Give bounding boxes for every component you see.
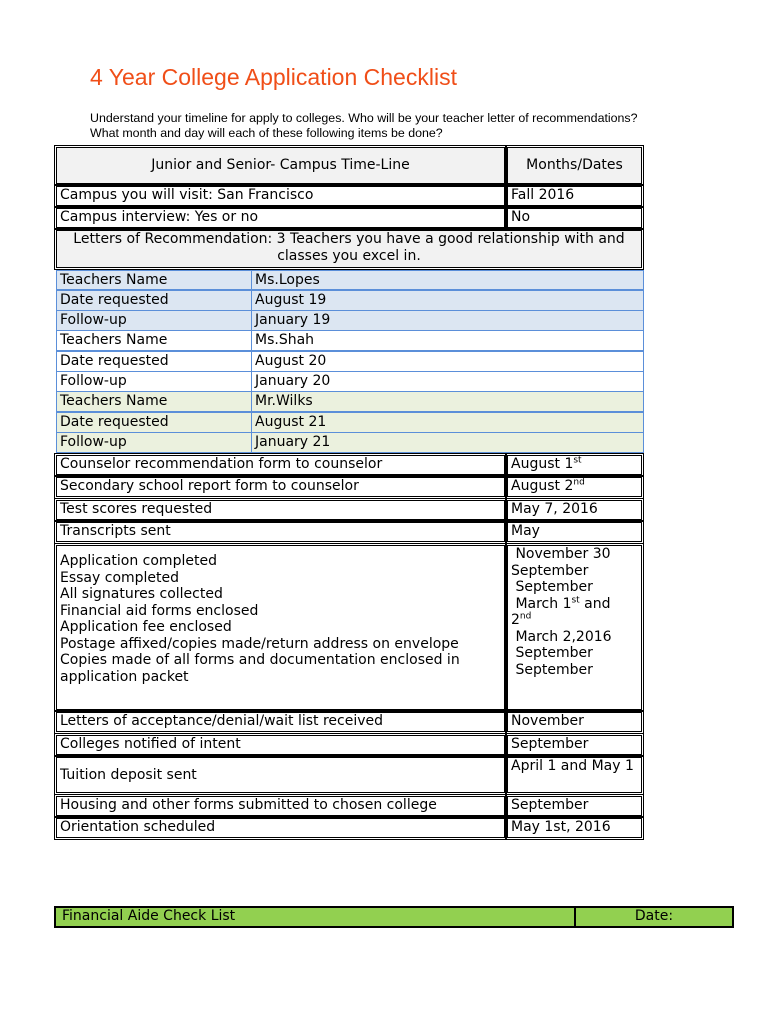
teacher-1-fu: January 19: [251, 310, 644, 331]
teacher-1-name-label: Teachers Name: [56, 270, 252, 290]
application-item: Postage affixed/copies made/return address on envelope: [60, 635, 459, 652]
header-timeline: Junior and Senior- Campus Time-Line: [56, 147, 505, 184]
campus-visit-value: Fall 2016: [507, 186, 642, 206]
counselor-value: August 1st: [507, 455, 642, 475]
teacher-2-fu-label: Follow-up: [56, 371, 252, 392]
financial-aide-label: Financial Aide Check List: [54, 906, 576, 928]
teacher-2-fu: January 20: [251, 371, 644, 392]
application-item: Financial aid forms enclosed: [60, 602, 259, 619]
application-item: All signatures collected: [60, 586, 223, 602]
tuition-label: Tuition deposit sent: [56, 757, 505, 793]
housing-label: Housing and other forms submitted to chosen college: [56, 796, 505, 816]
application-date: September: [511, 661, 593, 678]
application-item: Copies made of all forms and documentation enclosed in: [60, 652, 460, 668]
orientation-value: May 1st, 2016: [507, 818, 642, 838]
teacher-3-req: August 21: [251, 412, 644, 433]
notified-value: September: [507, 735, 642, 755]
acceptance-value: November: [507, 712, 642, 732]
application-date: March 2,2016: [511, 628, 612, 645]
application-date: September: [511, 579, 593, 595]
teacher-2-name-label: Teachers Name: [56, 330, 252, 351]
application-date: November 30: [511, 546, 611, 562]
application-date: September: [511, 562, 589, 579]
application-item: Application fee enclosed: [60, 619, 232, 635]
teacher-3-name-label: Teachers Name: [56, 391, 252, 412]
teacher-1-fu-label: Follow-up: [56, 310, 252, 331]
teacher-3-req-label: Date requested: [56, 412, 252, 433]
test-scores-label: Test scores requested: [56, 500, 505, 520]
secondary-label: Secondary school report form to counselor: [56, 477, 505, 497]
secondary-value: August 2nd: [507, 477, 642, 497]
application-dates: [507, 545, 642, 710]
orientation-label: Orientation scheduled: [56, 818, 505, 838]
teacher-1-req: August 19: [251, 290, 644, 311]
tuition-value: April 1 and May 1: [507, 757, 642, 793]
teacher-1-name: Ms.Lopes: [251, 270, 644, 290]
application-item: Application completed: [60, 553, 217, 569]
application-items: [56, 545, 505, 710]
financial-date-label: Date:: [574, 906, 734, 928]
intro-text: Understand your timeline for apply to colleges. Who will be your teacher letter of recommendations? What month and day will each of these following items be done?: [90, 111, 638, 140]
test-scores-value: May 7, 2016: [507, 500, 642, 520]
counselor-label: Counselor recommendation form to counselor: [56, 455, 505, 475]
teacher-1-req-label: Date requested: [56, 290, 252, 311]
notified-label: Colleges notified of intent: [56, 735, 505, 755]
letters-heading: Letters of Recommendation: 3 Teachers you have a good relationship with and classes you excel in.: [56, 230, 642, 268]
campus-visit-label: Campus you will visit: San Francisco: [56, 186, 505, 206]
transcripts-label: Transcripts sent: [56, 522, 505, 542]
application-item: application packet: [60, 668, 189, 685]
application-date: 2nd: [511, 611, 532, 628]
housing-value: September: [507, 796, 642, 816]
application-date: September: [511, 645, 593, 661]
teacher-3-fu-label: Follow-up: [56, 432, 252, 453]
application-date: March 1st and: [511, 594, 611, 612]
campus-interview-label: Campus interview: Yes or no: [56, 208, 505, 228]
application-item: Essay completed: [60, 569, 180, 586]
acceptance-label: Letters of acceptance/denial/wait list received: [56, 712, 505, 732]
teacher-2-req-label: Date requested: [56, 351, 252, 372]
teacher-3-fu: January 21: [251, 432, 644, 453]
teacher-3-name: Mr.Wilks: [251, 391, 644, 412]
teacher-2-req: August 20: [251, 351, 644, 372]
header-dates: Months/Dates: [507, 147, 642, 184]
teacher-2-name: Ms.Shah: [251, 330, 644, 351]
page-title: 4 Year College Application Checklist: [90, 64, 457, 90]
transcripts-value: May: [507, 522, 642, 542]
campus-interview-value: No: [507, 208, 642, 228]
